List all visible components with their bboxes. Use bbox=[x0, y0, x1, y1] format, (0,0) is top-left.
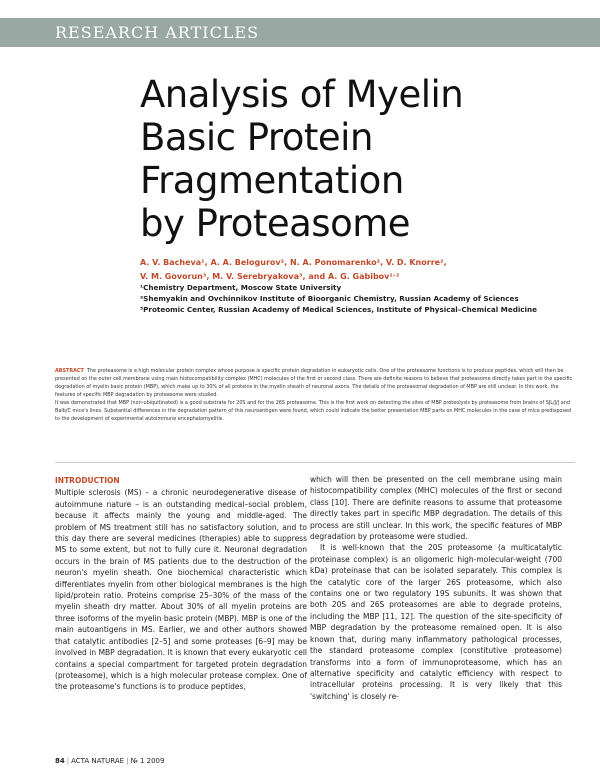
page-number: 84 bbox=[55, 757, 65, 765]
title-line: by Proteasome bbox=[140, 202, 411, 245]
title-line: Fragmentation bbox=[140, 159, 404, 202]
section-banner bbox=[0, 18, 600, 47]
abstract-paragraph bbox=[55, 367, 575, 399]
title-line: Basic Protein bbox=[140, 116, 373, 159]
abstract-text: The proteasome is a high molecular protein complex whose purpose is specific protein degradation in eukaryotic cells. One of the proteasome functions is to produce peptides, which will then be presented on the outer cell membrane using main histocompatibility complex (MHC) molecules of the first or second class. There are definite reasons to believe that proteasome directly takes part in the specific degradation of myelin basic protein (MBP), which make up to 30% of all proteins in the myelin sheath of neuronal axons. The details of the proteasomal degradation of MBP are still unclear. In this work, the features of specific MBP degradation by proteasome were studied. bbox=[55, 368, 573, 398]
page-footer: 84 | ACTA NATURAE | № 1 2009 bbox=[55, 757, 165, 765]
article-title bbox=[140, 73, 580, 245]
section-divider bbox=[55, 462, 575, 463]
journal-issue: № 1 2009 bbox=[130, 757, 165, 765]
authors-line: A. V. Bacheva¹, A. A. Belogurov², N. A. Ponomarenko², V. D. Knorre², bbox=[140, 258, 447, 267]
body-paragraph: It is well-known that the 20S proteasome (a multicatalytic proteinase complex) is an oligomeric high-molecular-weight (700 kDa) proteinase that can be isolated separately. This complex is the catalytic core of the larger 26S proteasome, which also contains one or two regulatory 19S subunits. It was shown that both 20S and 26S proteasomes are able to degrade proteins, including the MBP [11, 12]. The question of the site-specificity of MBP degradation by the proteasome remained open. It is also known that, during many inflammatory pathological processes, the standard proteasome complex (constitutive proteasome) transforms into a form of immunoproteasome, which has an alternative specificity and catalytic efficiency with respect to intracellular proteins processing. It is very likely that this 'switching' is closely re- bbox=[310, 543, 562, 701]
right-column bbox=[310, 474, 562, 702]
abstract-paragraph: It was demonstrated that MBP (non-ubiquitinated) is a good substrate for 20S and for the 26S proteasome. This is the first work on detecting the sites of MBP proteolysis by proteasome from brains of SJL/J/J and Balb/C mice's lines. Substantial differences in the degradation pattern of this neuroantigen were found, which could indicate the better presentation MBP parts on MHC molecules in the case of mice predisposed to the development of experimental autoimmune encephalomyelitis. bbox=[55, 400, 572, 422]
title-line: Analysis of Myelin bbox=[140, 73, 464, 116]
affiliation: ¹Chemistry Department, Moscow State University bbox=[140, 283, 342, 292]
abstract-label: ABSTRACT bbox=[55, 368, 84, 374]
authors-line: V. M. Govorun³, M. V. Serebryakova³, and A. G. Gabibov¹˒² bbox=[140, 272, 400, 281]
affiliations bbox=[140, 282, 590, 315]
affiliation: ³Proteomic Center, Russian Academy of Medical Sciences, Institute of Physical–Chemical Medicine bbox=[140, 305, 538, 314]
left-column bbox=[55, 475, 307, 693]
author-list bbox=[140, 256, 580, 284]
abstract bbox=[55, 367, 575, 423]
introduction-heading: INTRODUCTION bbox=[55, 476, 120, 485]
body-paragraph: which will then be presented on the cell membrane using main histocompatibility complex (MHC) molecules of the first or second class [10]. There are definite reasons to assume that proteasome directly takes part in specific MBP degradation. The details of this process are still unclear. In this work, the specific features of MBP degradation by proteasome were studied. bbox=[310, 475, 562, 542]
section-label: RESEARCH ARTICLES bbox=[55, 23, 260, 42]
journal-name: ACTA NATURAE bbox=[71, 757, 125, 765]
affiliation: ²Shemyakin and Ovchinnikov Institute of Bioorganic Chemistry, Russian Academy of Sciences bbox=[140, 294, 519, 303]
body-paragraph: Multiple sclerosis (MS) – a chronic neurodegenerative disease of autoimmune nature – is an outstanding medical–social problem, because it affects mainly the young and middle-aged. The problem of MS treatment still has no satisfactory solution, and to this day there are several medicines (therapies) able to suppress MS to some extent, but not to fully cure it. Neuronal degradation occurs in the brain of MS patients due to the destruction of the neuron's myelin sheath. One biochemical characteristic which differentiates myelin from other biological membranes is the high lipid/protein ratio. Proteins comprise 25–30% of the mass of the myelin sheath dry matter. About 30% of all myelin proteins are three isoforms of the myelin basic protein (MBP). MBP is one of the main autoantigens in MS. Earlier, we and other authors showed that catalytic antibodies [2–5] and some proteases [6–9] may be involved in MBP degradation. It is known that every eukaryotic cell contains a special compartment for targeted protein degradation (proteasome), which is a high molecular protease complex. One of the proteasome's functions is to produce peptides, bbox=[55, 488, 307, 692]
